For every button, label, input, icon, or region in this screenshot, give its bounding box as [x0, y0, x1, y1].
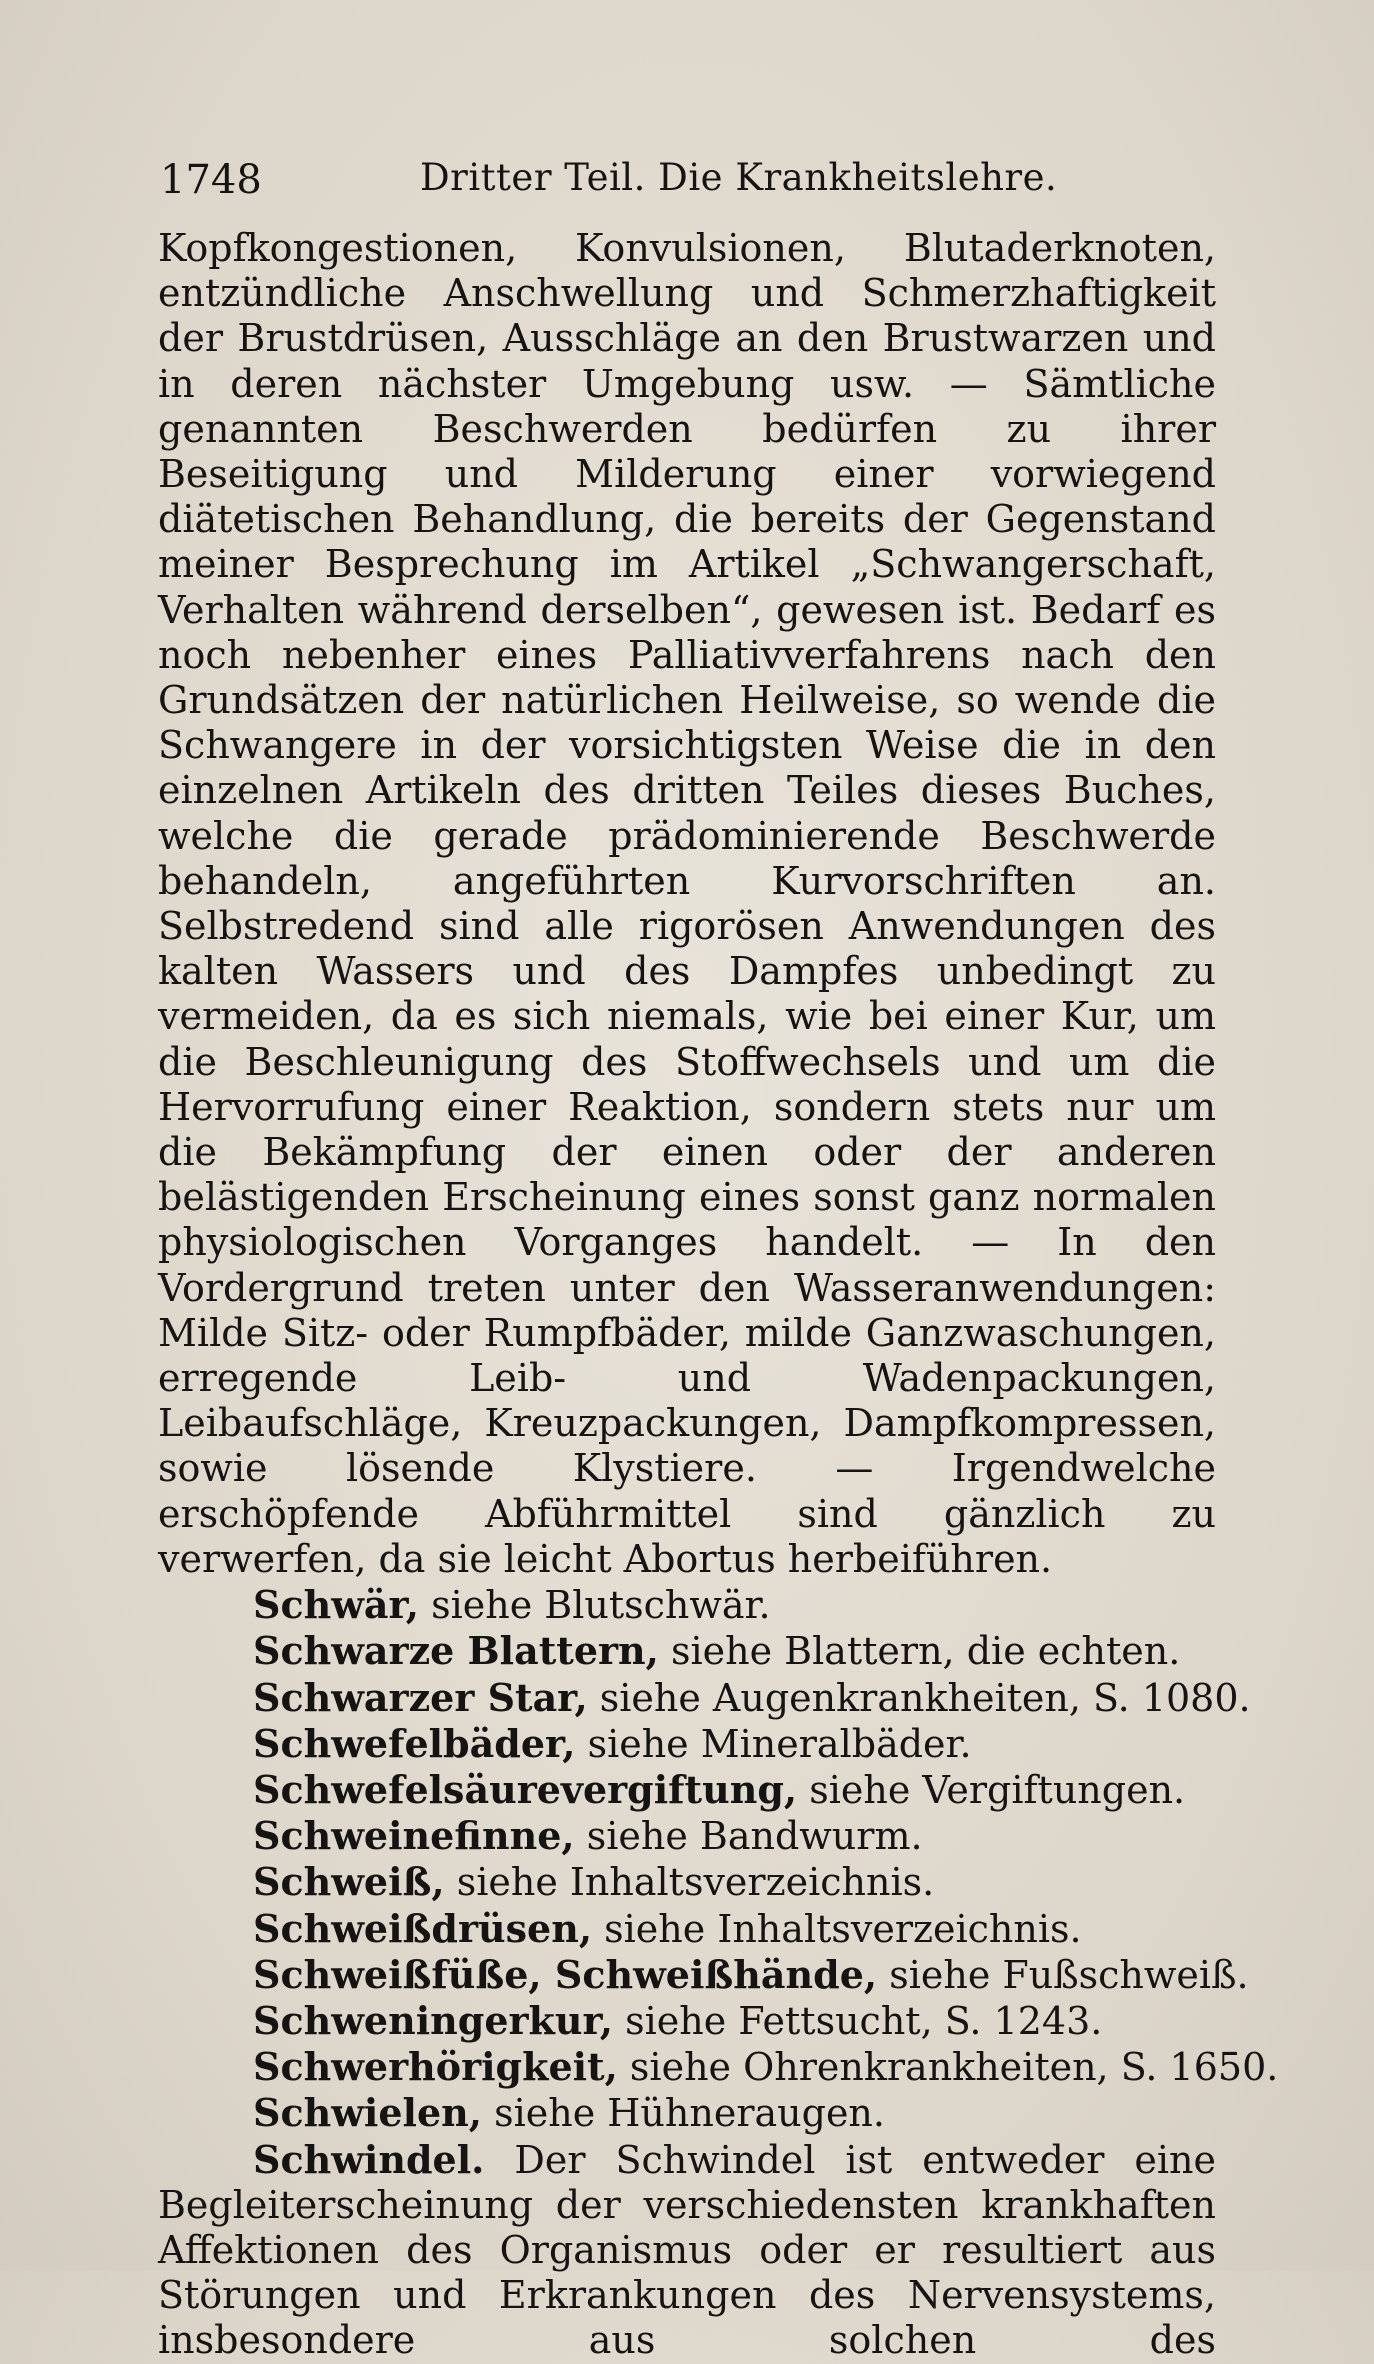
entry-term: Schwarze Blattern,	[253, 1628, 659, 1674]
entry-schwaer	[158, 1582, 1216, 1628]
entry-text: siehe Vergiftungen.	[797, 1767, 1186, 1812]
entry-text: siehe Inhaltsverzeichnis.	[592, 1906, 1082, 1951]
entry-schwarzer-star	[158, 1674, 1251, 1721]
entry-text: siehe Blattern, die echten.	[658, 1629, 1181, 1674]
entry-text: siehe Augenkrankheiten, S. 1080.	[587, 1675, 1251, 1720]
intro-paragraph: Kopfkongestionen, Konvulsionen, Blutaderknoten, entzündliche Anschwellung und Schmerzhaftigkeit der Brustdrüsen, Ausschläge an den Brustwarzen und in deren nächster Umgebung usw. — Sämtliche genannten Beschwerden bedürfen zu ihrer Beseitigung und Milderung einer vorwiegend diätetischen Behandlung, die bereits der Gegenstand meiner Besprechung im Artikel „Schwangerschaft, Verhalten während derselben“, gewesen ist. Bedarf es noch nebenher eines Palliativverfahrens nach den Grundsätzen der natürlichen Heilweise, so wende die Schwangere in der vorsichtigsten Weise die in den einzelnen Artikeln des dritten Teiles dieses Buches, welche die gerade prädominierende Beschwerde behandeln, angeführten Kurvorschriften an. Selbstredend sind alle rigorösen Anwendungen des kalten Wassers und des Dampfes unbedingt zu vermeiden, da es sich niemals, wie bei einer Kur, um die Beschleunigung des Stoffwechsels und um die Hervorrufung einer Reaktion, sondern stets nur um die Bekämpfung der einen oder der anderen belästigenden Erscheinung eines sonst ganz normalen physiologischen Vorganges handelt. — In den Vordergrund treten unter den Wasseranwendungen: Milde Sitz- oder Rumpfbäder, milde Ganzwaschungen, erregende Leib- und Wadenpackungen, Leibaufschläge, Kreuzpackungen, Dampfkompressen, sowie lösende Klystiere. — Irgendwelche erschöpfende Abführmittel sind gänzlich zu verwerfen, da sie leicht Abortus herbeiführen.	[158, 226, 1216, 1581]
entry-term: Schweiß,	[253, 1859, 445, 1905]
entry-list	[158, 1582, 1279, 2136]
entry-term: Schwär,	[253, 1582, 420, 1628]
entry-schwefelbaeder	[158, 1721, 1216, 1767]
entry-term: Schweißdrüsen,	[253, 1905, 593, 1951]
entry-schweningerkur	[158, 1998, 1216, 2044]
entry-term: Schwielen,	[253, 2090, 483, 2136]
entry-schweissfuesse	[158, 1951, 1249, 1998]
entry-term: Schwefelsäurevergiftung,	[253, 1766, 798, 1812]
entry-schwindel	[158, 2137, 1216, 2364]
entry-term: Schwindel.	[253, 2136, 485, 2182]
entry-schwarze-blattern	[158, 1628, 1216, 1674]
entry-term: Schwefelbäder,	[253, 1720, 576, 1766]
entry-text: siehe Mineralbäder.	[575, 1721, 972, 1766]
entry-term: Schwarzer Star,	[253, 1674, 588, 1720]
entry-term: Schweningerkur,	[253, 1997, 613, 2043]
entry-text: siehe Blutschwär.	[419, 1583, 771, 1628]
entry-text: siehe Inhaltsverzeichnis.	[444, 1860, 935, 1905]
entry-schweinefinne	[158, 1813, 1216, 1859]
entry-schwerhoerigkeit	[158, 2044, 1279, 2090]
entry-term: Schweißfüße, Schweißhände,	[253, 1951, 878, 1997]
page-body	[158, 226, 1279, 2364]
entry-text: siehe Bandwurm.	[574, 1814, 923, 1859]
entry-text: siehe Hühneraugen.	[482, 2091, 885, 2136]
page-number: 1748	[160, 157, 262, 203]
page-header	[160, 148, 1220, 208]
running-head: Dritter Teil. Die Krankheitslehre.	[420, 156, 1058, 199]
entry-schweissdruesen	[158, 1906, 1216, 1952]
entry-text: siehe Fußschweiß.	[877, 1952, 1249, 1997]
entry-text: siehe Fettsucht, S. 1243.	[613, 1998, 1103, 2043]
entry-term: Schweinefinne,	[253, 1813, 575, 1859]
entry-text: Der Schwindel ist entweder eine Begleiterscheinung der verschiedensten krankhaften Affektionen des Organismus oder er resultiert aus Störungen und Erkrankungen des Nervensystems, insbesondere aus solchen des	[158, 2137, 1216, 2363]
entry-schwielen	[158, 2090, 1216, 2136]
entry-term: Schwerhörigkeit,	[253, 2044, 618, 2090]
entry-schweiss	[158, 1859, 1216, 1905]
entry-text: siehe Ohrenkrankheiten, S. 1650.	[617, 2045, 1279, 2090]
entry-schwefelsaeurevergiftung	[158, 1767, 1216, 1813]
